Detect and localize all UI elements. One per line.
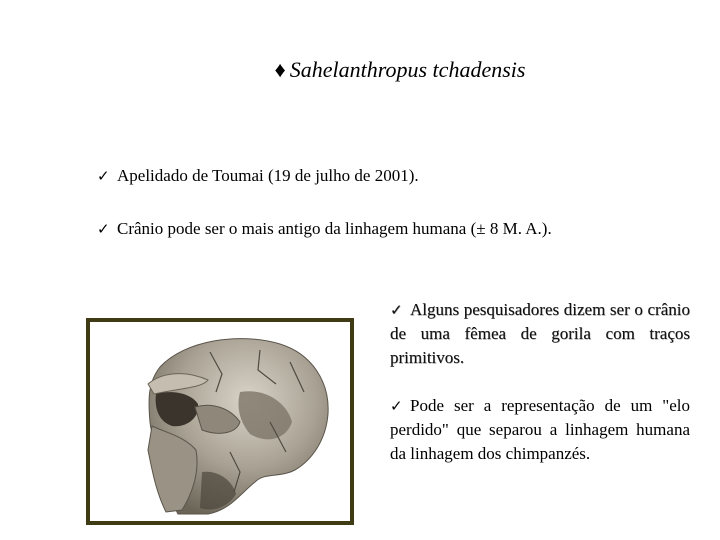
title-text: Sahelanthropus tchadensis (289, 57, 526, 82)
right-point-text-1: Alguns pesquisadores dizem ser o crânio de uma fêmea de gorila com traços primitivos. (390, 300, 690, 367)
right-point-2 (390, 394, 690, 466)
right-point-text-2: Pode ser a representação de um "elo perdido" que separou a linhagem humana da linhagem dos chimpanzés. (390, 396, 690, 463)
bullet-text-1: Apelidado de Toumai (19 de julho de 2001). (117, 166, 419, 185)
right-point-1 (390, 298, 690, 370)
bullet-item-2 (97, 219, 552, 239)
checkmark-icon: ✓ (390, 301, 403, 319)
bullet-item-1 (97, 166, 419, 186)
diamond-bullet-icon: ♦ (274, 57, 286, 82)
skull-photo (86, 318, 354, 525)
skull-illustration (90, 322, 350, 521)
checkmark-icon: ✓ (390, 397, 403, 415)
checkmark-icon: ✓ (97, 220, 110, 238)
slide-title (0, 57, 720, 83)
bullet-text-2: Crânio pode ser o mais antigo da linhagem humana (± 8 M. A.). (117, 219, 552, 238)
checkmark-icon: ✓ (97, 167, 110, 185)
